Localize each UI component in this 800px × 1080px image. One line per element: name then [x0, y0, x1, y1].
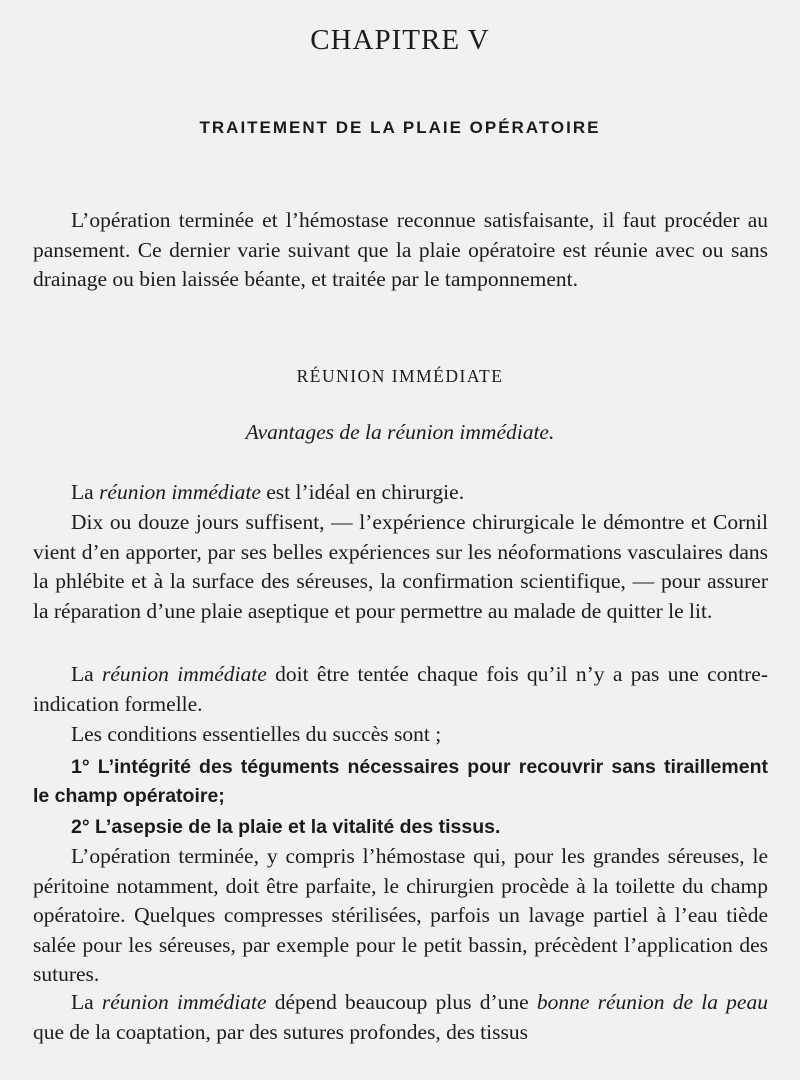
paragraph-3-emphasis: réunion immédiate [102, 662, 267, 686]
paragraph-2: Dix ou douze jours suffisent, — l’expérience chirurgicale le démontre et Cornil vient d’en apporter, par ses belles expériences sur les néoformations vasculaires dans la phlébite et à la surface des séreuses, la confirmation scientifique, — pour assurer la réparation d’une plaie aseptique et pour permettre au malade de quitter le lit. [33, 510, 768, 623]
paragraph-6 [33, 988, 768, 1047]
condition-2: 2° L’asepsie de la plaie et la vitalité des tissus. [71, 816, 501, 838]
paragraph-1-emphasis: réunion immédiate [99, 480, 261, 504]
intro-paragraph: L’opération terminée et l’hémostase reconnue satisfaisante, il faut procéder au pansement. Ce dernier varie suivant que la plaie opératoire est réunie avec ou sans drainage ou bien laissée béante, et traitée par le tamponnement. [33, 208, 768, 291]
chapter-subtitle: TRAITEMENT DE LA PLAIE OPÉRATOIRE [199, 118, 601, 137]
paragraph-6-text-middle: dépend beaucoup plus d’une [266, 990, 537, 1014]
paragraph-6-text: La [71, 990, 102, 1014]
paragraph-6-text-end: que de la coaptation, par des sutures profondes, des tissus [33, 1019, 528, 1044]
section-heading: RÉUNION IMMÉDIATE [296, 366, 504, 386]
paragraph-3-text: La [71, 662, 103, 686]
paragraph-1 [33, 478, 768, 508]
paragraph-6-emphasis-1: réunion immédiate [101, 990, 267, 1014]
paragraph-1-text-end: est l’idéal en chirurgie. [260, 480, 465, 504]
paragraph-3-text-end: doit être tentée chaque fois qu’il n’y a pas une contre-indication formelle. [33, 662, 768, 716]
paragraph-1-text: La [71, 480, 100, 504]
paragraph-3 [33, 660, 768, 719]
condition-1: 1° L’intégrité des téguments nécessaires pour recouvrir sans tiraillement le champ opératoire; [33, 756, 768, 807]
chapter-title: CHAPITRE V [310, 24, 490, 56]
paragraph-6-emphasis-2: bonne réunion de la peau [536, 990, 768, 1014]
paragraph-4: Les conditions essentielles du succès sont ; [71, 722, 442, 746]
subsection-heading: Avantages de la réunion immédiate. [245, 420, 555, 444]
paragraph-5: L’opération terminée, y compris l’hémostase qui, pour les grandes séreuses, le péritoine notamment, doit être parfaite, le chirurgien procède à la toilette du champ opératoire. Quelques compresses stérilisées, parfois un lavage partiel à l’eau tiède salée pour les séreuses, par exemple pour le petit bassin, précèdent l’application des sutures. [33, 844, 768, 986]
